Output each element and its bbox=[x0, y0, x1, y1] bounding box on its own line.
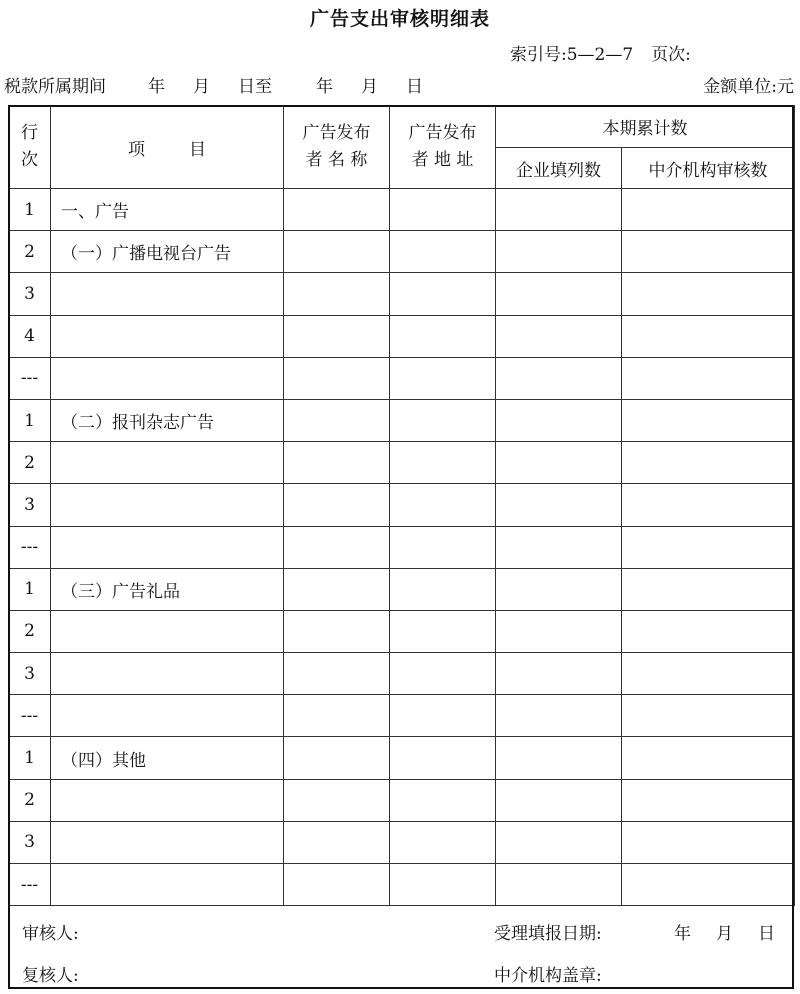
index-label: 索引号:5—2—7 bbox=[510, 45, 634, 65]
header-publisher-address: 广告发布 者 地 址 bbox=[390, 106, 496, 189]
reviewer-label: 审核人: bbox=[22, 924, 79, 944]
index-number bbox=[510, 40, 691, 65]
period-day-2: 日 bbox=[406, 77, 423, 97]
row-line-number: --- bbox=[9, 695, 51, 737]
filing-date-day: 日 bbox=[758, 924, 775, 944]
tax-period-label: 税款所属期间 bbox=[4, 77, 106, 97]
page-label: 页次: bbox=[651, 45, 691, 65]
table-frame bbox=[8, 105, 794, 989]
header-item: 项目 bbox=[51, 106, 284, 189]
row-line-number: 1 bbox=[9, 399, 51, 441]
period-year-1: 年 bbox=[148, 77, 165, 97]
row-line-number: 3 bbox=[9, 821, 51, 863]
row-item: （一）广播电视台广告 bbox=[51, 231, 284, 273]
filing-date-month: 月 bbox=[716, 924, 733, 944]
row-line-number: --- bbox=[9, 526, 51, 568]
row-item: （二）报刊杂志广告 bbox=[51, 399, 284, 441]
amount-unit: 金额单位:元 bbox=[703, 77, 794, 97]
tax-period bbox=[4, 72, 423, 97]
row-line-number: 2 bbox=[9, 442, 51, 484]
filing-date-label: 受理填报日期: bbox=[494, 924, 602, 944]
header-line-no: 行 次 bbox=[9, 106, 51, 189]
row-line-number: 3 bbox=[9, 484, 51, 526]
row-line-number: --- bbox=[9, 357, 51, 399]
row-line-number: --- bbox=[9, 864, 51, 906]
period-day-to: 日至 bbox=[238, 77, 272, 97]
filing-date-year: 年 bbox=[674, 924, 691, 944]
period-month-2: 月 bbox=[361, 77, 378, 97]
period-month-1: 月 bbox=[193, 77, 210, 97]
header-agency-audited: 中介机构审核数 bbox=[622, 148, 795, 189]
row-line-number: 4 bbox=[9, 315, 51, 357]
header-cumulative: 本期累计数 bbox=[496, 106, 795, 148]
row-line-number: 3 bbox=[9, 273, 51, 315]
row-line-number: 2 bbox=[9, 610, 51, 652]
header-enterprise-filled: 企业填列数 bbox=[496, 148, 622, 189]
row-item: 一、广告 bbox=[51, 189, 284, 231]
row-line-number: 1 bbox=[9, 737, 51, 779]
signature-block bbox=[8, 907, 794, 989]
row-line-number: 3 bbox=[9, 653, 51, 695]
period-year-2: 年 bbox=[316, 77, 333, 97]
document-title: 广告支出审核明细表 bbox=[309, 8, 490, 30]
row-item: （三）广告礼品 bbox=[51, 568, 284, 610]
row-line-number: 1 bbox=[9, 568, 51, 610]
row-line-number: 2 bbox=[9, 231, 51, 273]
row-item: （四）其他 bbox=[51, 737, 284, 779]
agency-seal-label: 中介机构盖章: bbox=[494, 966, 602, 986]
row-line-number: 2 bbox=[9, 779, 51, 821]
row-line-number: 1 bbox=[9, 189, 51, 231]
rechecker-label: 复核人: bbox=[22, 966, 79, 986]
header-publisher-name: 广告发布 者 名 称 bbox=[284, 106, 390, 189]
